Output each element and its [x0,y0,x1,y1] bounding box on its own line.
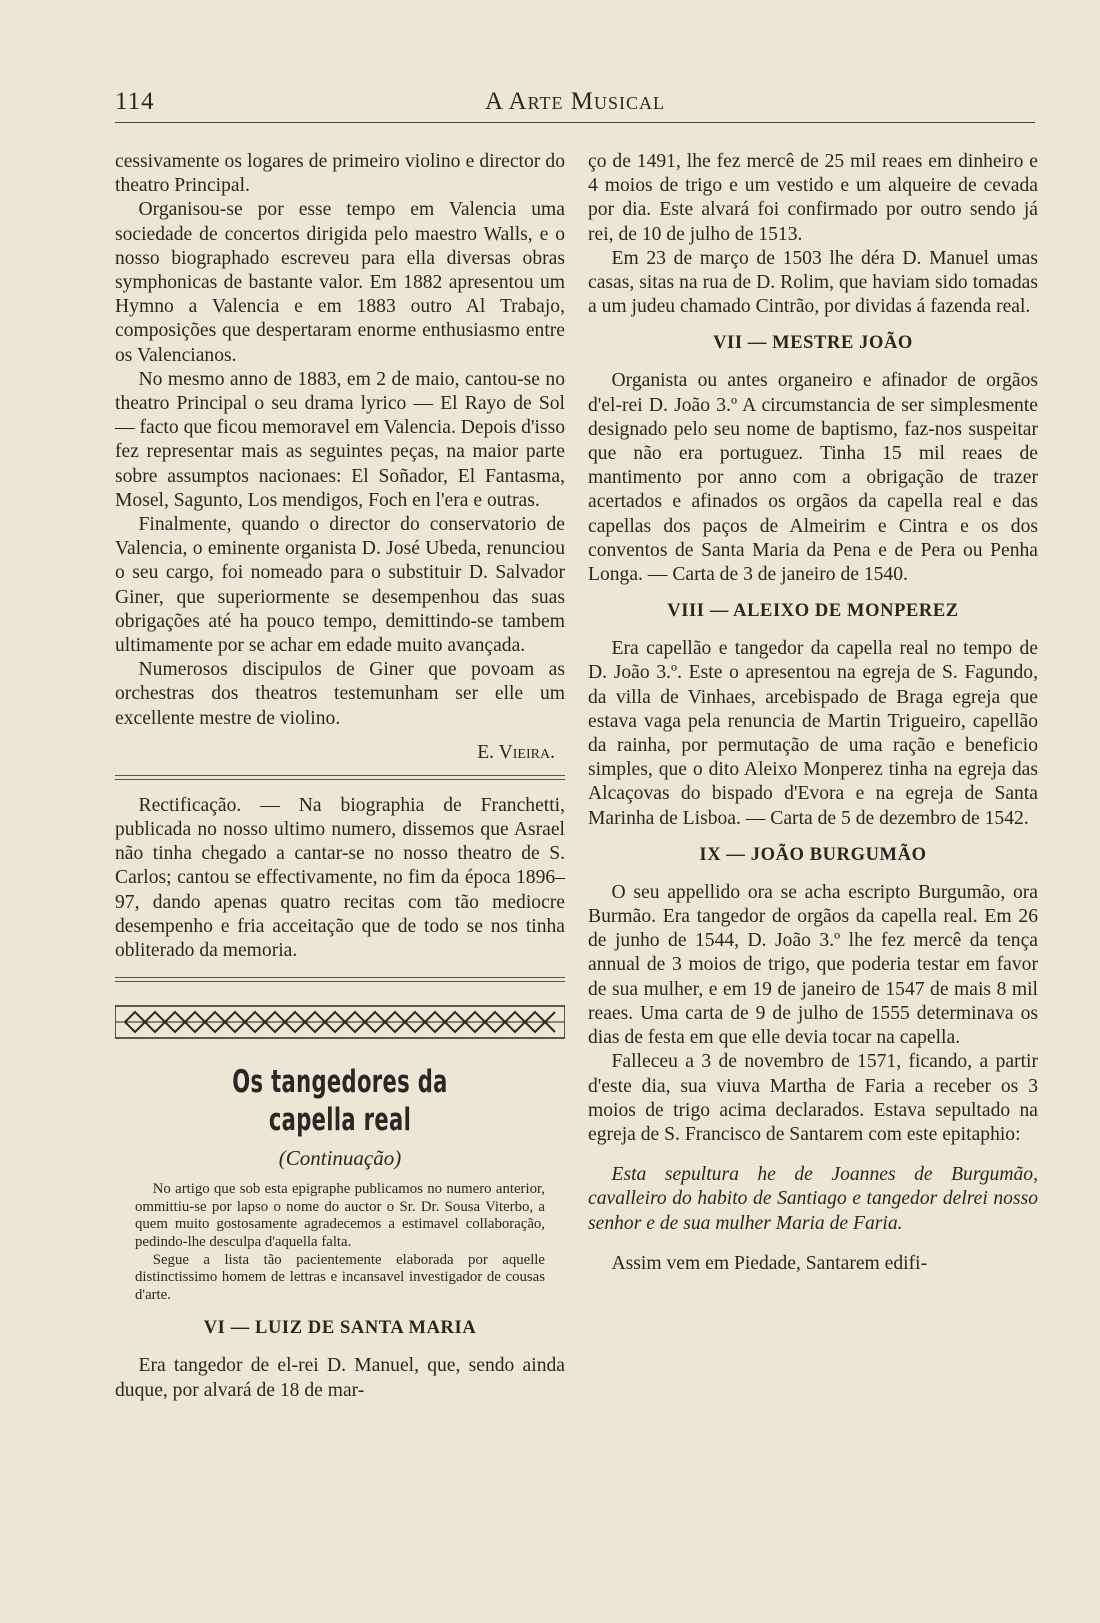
section-heading: IX — JOÃO BURGUMÃO [699,844,927,865]
paragraph: Organista ou antes organeiro e afinador de orgãos d'el-rei D. João 3.º A circumstancia de ser simplesmente designado pelo seu nome de baptismo, faz-nos suspeitar que não era portuguez. Tinha 15 mil reaes de mantimento por anno com a obrigação de trazer acertados e afinados os orgãos da capella real e das capellas dos paços de Almeirim e Cintra e os dos conventos de Santa Maria da Pena e de Pera ou Penha Longa. — Carta de 3 de janeiro de 1540. [588,370,1038,586]
paragraph: Finalmente, quando o director do conservatorio de Valencia, o eminente organista D. José Ubeda, renunciou o seu cargo, foi nomeado para o substituir D. Salvador Giner, que superiormente se desempenhou das suas obrigações até ha pouco tempo, demittindo-se tambem ultimamente por se achar em edade muito avançada. [115,514,565,657]
paragraph: No mesmo anno de 1883, em 2 de maio, cantou-se no theatro Principal o seu drama lyrico — El Rayo de Sol — facto que ficou memoravel em Valencia. Depois d'isso fez representar mais as seguintes peças, na maior parte sobre assumptos nacionaes: El Soñador, El Fantasma, Mosel, Sagunto, Los mendigos, Foch en l'era e outras. [115,368,565,511]
section-divider [115,977,565,982]
journal-title: A Arte Musical [485,88,665,115]
note-paragraph: Segue a lista tão pacientemente elaborada por aquelle distinctissimo homem de lettras e incansavel investigador de cousas d'arte. [135,1251,545,1303]
section-heading: VIII — ALEIXO DE MONPEREZ [667,601,959,622]
section-heading: VI — LUIZ DE SANTA MARIA [203,1318,477,1339]
paragraph: Falleceu a 3 de novembro de 1571, ficando, a partir d'este dia, sua viuva Martha de Faria a receber os 3 moios de trigo acima declarados. Estava sepultado na egreja de S. Francisco de Santarem com este epitaphio: [588,1051,1038,1145]
paragraph: Era capellão e tangedor da capella real no tempo de D. João 3.º. Este o apresentou na egreja de S. Fagundo, da villa de Vinhaes, arcebispado de Braga egreja que estava vaga pela renuncia de Martin Trigueiro, capellão da rainha, por permutação de uma ração e beneficio simples, que o dito Aleixo Monperez tinha na egreja das Alcaçovas do bispado d'Evora e na egreja de Santa Marinha de Lisboa. — Carta de 5 de dezembro de 1542. [588,638,1038,829]
section-heading: VII — MESTRE JOÃO [713,333,913,354]
article-subtitle: (Continuação) [278,1146,402,1171]
header-rule [115,122,1035,123]
rectification-note: Rectificação. — Na biographia de Franchetti, publicada no nosso ultimo numero, dissemos que Asrael não tinha chegado a cantar-se no nosso theatro de S. Carlos; cantou se effectivamente, no fim da época 1896–97, dando apenas quatro recitas com tão mediocre desempenho e fria acceitação que de todo se nos tinha obliterado da memoria. [115,794,565,962]
paragraph: cessivamente os logares de primeiro violino e director do theatro Principal. [115,151,565,197]
running-head [115,88,1035,122]
page-number: 114 [115,88,155,115]
editorial-note [135,1181,545,1304]
author-signature: E. Vieira. [477,741,555,763]
paragraph: Era tangedor de el-rei D. Manuel, que, sendo ainda duque, por alvará de 18 de mar- [115,1355,565,1401]
paragraph: ço de 1491, lhe fez mercê de 25 mil reaes em dinheiro e 4 moios de trigo e um vestido e um alqueire de cevada por dia. Este alvará foi confirmado por outro sendo já rei, de 10 de julho de 1513. [588,151,1038,245]
epitaph-text: Esta sepultura he de Joannes de Burgumão, cavalleiro do habito de Santiago e tangedor delrei nosso senhor e de sua mulher Maria de Faria. [588,1164,1038,1234]
note-paragraph: No artigo que sob esta epigraphe publicamos no numero anterior, ommittiu-se por lapso o nome do auctor o Sr. Dr. Sousa Viterbo, a quem muito gostosamente agradecemos a estimavel collaboração, pedindo-lhe desculpa d'aquella falta. [135,1181,545,1251]
paragraph: O seu appellido ora se acha escripto Burgumão, ora Burmão. Era tangedor de orgãos da capella real. Em 26 de junho de 1544, D. João 3.º lhe fez mercê da tença annual de 3 moios de trigo, que poderia testar em favor de sua mulher, e em 19 de janeiro de 1547 de mais 8 mil reaes. Uma carta de 9 de julho de 1555 determinava os dias de festa em que elle devia tocar na capella. [588,881,1038,1049]
epitaph [588,1163,1038,1236]
article-title: Os tangedores da capella real [232,1064,448,1139]
paragraph: Organisou-se por esse tempo em Valencia uma sociedade de concertos dirigida pelo maestro Walls, e o nosso biographado escreveu para ella diversas obras symphonicas de bastante valor. Em 1882 apresentou um Hymno a Valencia e em 1883 outro Al Trabajo, composições que despertaram enorme enthusiasmo entre os Valencianos. [115,199,565,366]
paragraph: Em 23 de março de 1503 lhe déra D. Manuel umas casas, sitas na rua de D. Rolim, que haviam sido tomadas a um judeu chamado Cintrão, por dividas á fazenda real. [588,247,1038,318]
section-divider [115,775,565,780]
paragraph: Assim vem em Piedade, Santarem edifi- [611,1252,928,1274]
ornamental-border [115,1002,565,1042]
paragraph: Numerosos discipulos de Giner que povoam as orchestras dos theatros testemunham ser elle um excellente mestre de violino. [115,659,565,729]
right-column [588,150,1038,1276]
left-column [115,150,565,1403]
